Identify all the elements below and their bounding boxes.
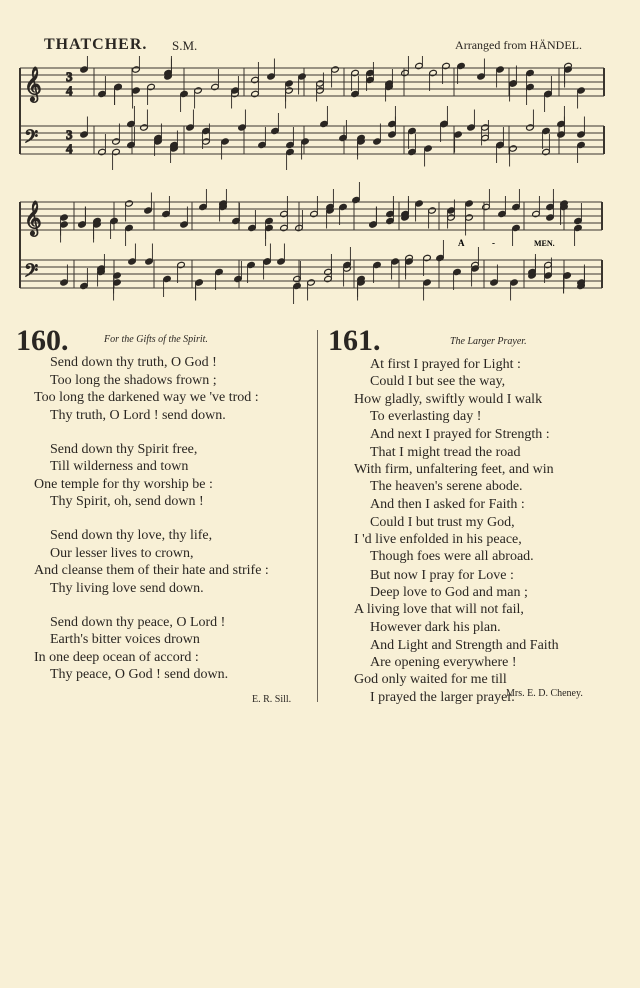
svg-text:𝄢: 𝄢	[24, 127, 39, 152]
svg-text:4: 4	[66, 141, 73, 156]
svg-text:𝄞: 𝄞	[24, 201, 42, 236]
verse-line: One temple for thy worship be :	[34, 476, 213, 492]
verse-line: Send down thy peace, O Lord !	[50, 614, 226, 630]
verse-line: And cleanse them of their hate and strife :	[34, 563, 269, 578]
hymn-161-author: Mrs. E. D. Cheney.	[506, 688, 583, 699]
hymn-160-subtitle: For the Gifts of the Spirit.	[104, 334, 208, 345]
amen-dash: -	[492, 238, 495, 248]
verse-line: Earth's bitter voices drown	[50, 632, 200, 647]
verse-line: I 'd live enfolded in his peace,	[354, 532, 522, 547]
verse-line: The heaven's serene abode.	[370, 479, 523, 495]
verse-line: How gladly, swiftly would I walk	[354, 391, 543, 407]
verse-line: I prayed the larger prayer.	[370, 689, 515, 705]
verse-line: Thy peace, O God ! send down.	[50, 667, 229, 682]
svg-text:𝄞: 𝄞	[24, 67, 42, 102]
amen-syllable-men: MEN.	[534, 239, 555, 248]
verse-line: And then I asked for Faith :	[370, 497, 525, 513]
tune-meter: S.M.	[172, 38, 198, 53]
svg-text:3: 3	[66, 69, 73, 84]
hymn-161-subtitle: The Larger Prayer.	[450, 336, 527, 347]
tune-credit: Arranged from HÄNDEL.	[455, 38, 582, 52]
verse-line: Send down thy love, thy life,	[50, 528, 213, 543]
verse-line: Deep love to God and man ;	[370, 584, 528, 600]
verse-line: Our lesser lives to crown,	[50, 545, 194, 561]
verse-line: Send down thy Spirit free,	[50, 441, 198, 457]
verse-line: In one deep ocean of accord :	[34, 649, 199, 665]
column-divider	[317, 330, 318, 702]
verse-line: But now I pray for Love :	[370, 567, 514, 583]
verse-line: And Light and Strength and Faith	[370, 637, 559, 653]
hymn-160-author: E. R. Sill.	[252, 694, 292, 705]
svg-text:𝄢: 𝄢	[24, 261, 39, 286]
verse-line: However dark his plan.	[370, 619, 501, 635]
svg-text:4: 4	[66, 83, 73, 98]
verse-line: Are opening everywhere !	[370, 655, 517, 671]
verse-line: God only waited for me till	[354, 672, 507, 688]
verse-line: Till wilderness and town	[50, 459, 189, 474]
verse-line: Send down thy truth, O God !	[50, 355, 217, 370]
verse-line: Thy Spirit, oh, send down !	[50, 494, 204, 509]
verse-line: Thy truth, O Lord ! send down.	[50, 407, 226, 423]
verse-line: Too long the shadows frown ;	[50, 372, 217, 388]
verse-line: Too long the darkened way we 've trod :	[34, 390, 259, 405]
music-score	[14, 56, 614, 306]
verse-line: And next I prayed for Strength :	[370, 427, 550, 443]
verse-line: Could I but see the way,	[370, 374, 506, 390]
verse-line: With firm, unfaltering feet, and win	[354, 461, 554, 477]
amen-syllable-a: A	[458, 238, 465, 248]
verse-line: That I might tread the road	[370, 444, 521, 460]
verse-line: Though foes were all abroad.	[370, 549, 534, 565]
hymn-160-number: 160.	[16, 324, 69, 357]
hymn-161-number: 161.	[328, 324, 381, 357]
verse-line: Thy living love send down.	[50, 580, 204, 596]
verse-line: At first I prayed for Light :	[370, 357, 521, 372]
tune-name: THATCHER.	[44, 36, 148, 53]
verse-line: A living love that will not fail,	[354, 602, 524, 618]
verse-line: To everlasting day !	[370, 408, 482, 424]
verse-line: Could I but trust my God,	[370, 514, 515, 530]
svg-text:3: 3	[66, 127, 73, 142]
